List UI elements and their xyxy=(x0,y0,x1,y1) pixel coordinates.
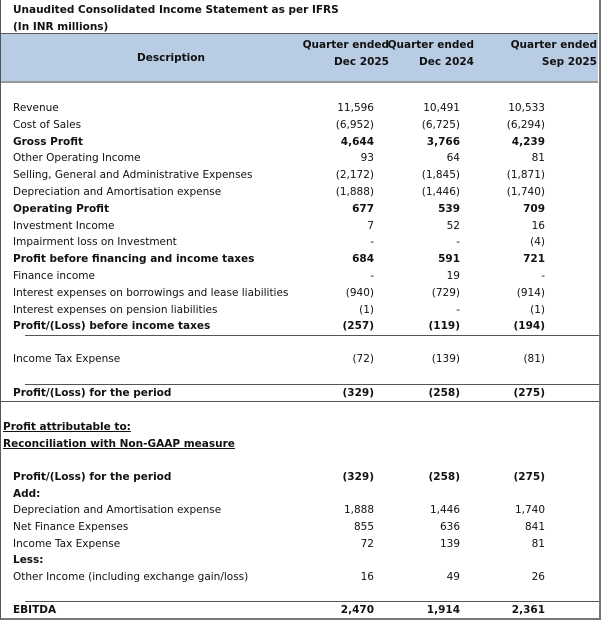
value-dec-2024: (119) xyxy=(428,320,460,333)
value-dec-2024: 52 xyxy=(446,219,460,232)
value-dec-2024: 3,766 xyxy=(426,135,460,148)
table-row xyxy=(13,268,598,285)
value-sep-2025: (914) xyxy=(516,286,545,299)
header-col-dec-2025 xyxy=(301,37,389,71)
value-dec-2024: 64 xyxy=(446,152,460,165)
recon-less-row xyxy=(13,569,598,586)
header-col-sep-2025 xyxy=(471,37,597,71)
value-dec-2025: (6,952) xyxy=(335,118,374,131)
table-row xyxy=(13,150,598,167)
value-dec-2024: (1,446) xyxy=(421,186,460,198)
value-dec-2024: 10,491 xyxy=(423,102,460,114)
row-label: Other Operating Income xyxy=(13,152,141,165)
add-label: Add: xyxy=(13,488,41,500)
value-sep-2025: 16 xyxy=(531,219,545,232)
value-dec-2025: (329) xyxy=(342,471,374,483)
table-row xyxy=(13,201,598,218)
row-label: Profit/(Loss) for the period xyxy=(13,471,172,483)
value-dec-2024: (1,845) xyxy=(421,169,460,182)
value-sep-2025: 81 xyxy=(531,538,545,550)
value-sep-2025: 4,239 xyxy=(511,135,545,148)
value-dec-2025: 93 xyxy=(360,152,374,165)
value-dec-2025: (2,172) xyxy=(335,169,374,182)
value-dec-2025: (940) xyxy=(345,286,374,299)
header-col-line2: Dec 2025 xyxy=(334,56,389,68)
value-dec-2024: (139) xyxy=(431,353,460,365)
row-label: Depreciation and Amortisation expense xyxy=(13,186,222,198)
heading-reconciliation: Reconciliation with Non-GAAP measure xyxy=(3,438,235,450)
value-sep-2025: 1,740 xyxy=(514,504,545,516)
recon-add-row xyxy=(13,536,598,553)
profit-period-row xyxy=(13,385,598,402)
value-dec-2025: 72 xyxy=(360,538,374,550)
table-row xyxy=(13,318,598,335)
value-sep-2025: (6,294) xyxy=(506,118,545,131)
row-label: Operating Profit xyxy=(13,202,109,215)
value-dec-2025: (1,888) xyxy=(335,186,374,198)
less-label: Less: xyxy=(13,554,44,566)
value-dec-2024: (729) xyxy=(431,286,460,299)
recon-add-row xyxy=(13,502,598,519)
table-row xyxy=(13,218,598,235)
header-col-line2: Dec 2024 xyxy=(419,56,474,68)
value-dec-2024: - xyxy=(456,303,460,316)
value-sep-2025: 2,361 xyxy=(511,604,545,616)
row-label: Impairment loss on Investment xyxy=(13,236,177,249)
value-sep-2025: (194) xyxy=(513,320,545,333)
recon-add-row xyxy=(13,519,598,536)
table-row xyxy=(13,251,598,268)
row-label: Finance income xyxy=(13,270,95,282)
row-label: Selling, General and Administrative Expenses xyxy=(13,169,253,182)
value-dec-2025: (1) xyxy=(359,303,374,316)
row-label: Profit/(Loss) before income taxes xyxy=(13,320,211,333)
heading-profit-attributable: Profit attributable to: xyxy=(3,421,131,433)
value-dec-2025: 2,470 xyxy=(340,604,374,616)
header-description: Description xyxy=(137,52,205,64)
header-col-line1: Quarter ended xyxy=(510,39,597,51)
value-sep-2025: 721 xyxy=(523,253,545,266)
value-dec-2024: 636 xyxy=(439,521,460,533)
value-sep-2025: 26 xyxy=(531,571,545,583)
row-label: Other Income (including exchange gain/loss) xyxy=(13,571,249,583)
value-dec-2024: 1,914 xyxy=(426,604,460,616)
row-label: Income Tax Expense xyxy=(13,538,121,550)
value-dec-2024: 591 xyxy=(438,253,460,266)
value-dec-2024: (258) xyxy=(428,387,460,399)
row-label: Profit/(Loss) for the period xyxy=(13,387,172,399)
table-row xyxy=(13,117,598,134)
value-sep-2025: (81) xyxy=(523,353,545,365)
section-divider xyxy=(0,401,599,402)
value-dec-2025: 4,644 xyxy=(340,135,374,148)
row-label: Cost of Sales xyxy=(13,118,82,131)
table-header xyxy=(1,33,598,83)
value-dec-2024: - xyxy=(456,236,460,249)
value-sep-2025: 709 xyxy=(523,202,545,215)
row-label: Net Finance Expenses xyxy=(13,521,129,533)
value-dec-2024: (258) xyxy=(428,471,460,483)
value-dec-2024: 539 xyxy=(438,202,460,215)
value-sep-2025: 81 xyxy=(531,152,545,165)
row-label: Profit before financing and income taxes xyxy=(13,253,255,266)
row-label: Gross Profit xyxy=(13,135,84,148)
row-label: Investment Income xyxy=(13,219,115,232)
value-dec-2025: 7 xyxy=(367,219,374,232)
value-dec-2025: - xyxy=(370,236,374,249)
header-col-dec-2024 xyxy=(386,37,474,71)
value-sep-2025: (4) xyxy=(530,236,545,249)
value-dec-2025: (72) xyxy=(352,353,374,365)
title-line-1: Unaudited Consolidated Income Statement as per IFRS xyxy=(13,4,339,16)
value-dec-2024: 139 xyxy=(439,538,460,550)
table-row xyxy=(13,302,598,319)
value-dec-2024: 49 xyxy=(446,571,460,583)
value-sep-2025: - xyxy=(541,270,545,282)
value-sep-2025: 10,533 xyxy=(508,102,545,114)
value-sep-2025: (1) xyxy=(530,303,545,316)
table-row xyxy=(13,234,598,251)
ebitda-row xyxy=(13,602,598,619)
value-dec-2025: 11,596 xyxy=(337,102,374,114)
value-sep-2025: (1,871) xyxy=(506,169,545,182)
value-dec-2024: (6,725) xyxy=(421,118,460,131)
value-sep-2025: (275) xyxy=(513,471,545,483)
table-row xyxy=(13,184,598,201)
value-dec-2025: (257) xyxy=(342,320,374,333)
row-label: Income Tax Expense xyxy=(13,353,121,365)
value-dec-2024: 19 xyxy=(446,270,460,282)
row-label: Interest expenses on borrowings and lease liabilities xyxy=(13,286,289,299)
recon-profit-row xyxy=(13,469,598,486)
title-line-2: (In INR millions) xyxy=(13,21,109,33)
value-sep-2025: (1,740) xyxy=(506,186,545,198)
value-dec-2025: 684 xyxy=(352,253,374,266)
row-label: Depreciation and Amortisation expense xyxy=(13,504,222,516)
table-row xyxy=(13,134,598,151)
table-row xyxy=(13,100,598,117)
row-label: Revenue xyxy=(13,102,59,114)
value-dec-2025: - xyxy=(370,270,374,282)
value-sep-2025: (275) xyxy=(513,387,545,399)
value-dec-2025: 855 xyxy=(353,521,374,533)
statement-title xyxy=(13,2,339,36)
header-col-line1: Quarter ended xyxy=(302,39,389,51)
subtotal-rule xyxy=(25,335,599,336)
value-dec-2025: 677 xyxy=(352,202,374,215)
value-dec-2025: (329) xyxy=(342,387,374,399)
table-row xyxy=(13,167,598,184)
income-tax-row xyxy=(13,351,598,368)
add-label-row xyxy=(13,486,598,503)
table-row xyxy=(13,285,598,302)
header-col-line1: Quarter ended xyxy=(387,39,474,51)
value-dec-2025: 16 xyxy=(360,571,374,583)
value-sep-2025: 841 xyxy=(524,521,545,533)
row-label: Interest expenses on pension liabilities xyxy=(13,303,218,316)
row-label: EBITDA xyxy=(13,604,57,616)
value-dec-2024: 1,446 xyxy=(429,504,460,516)
value-dec-2025: 1,888 xyxy=(343,504,374,516)
less-label-row xyxy=(13,552,598,569)
header-col-line2: Sep 2025 xyxy=(541,56,597,68)
